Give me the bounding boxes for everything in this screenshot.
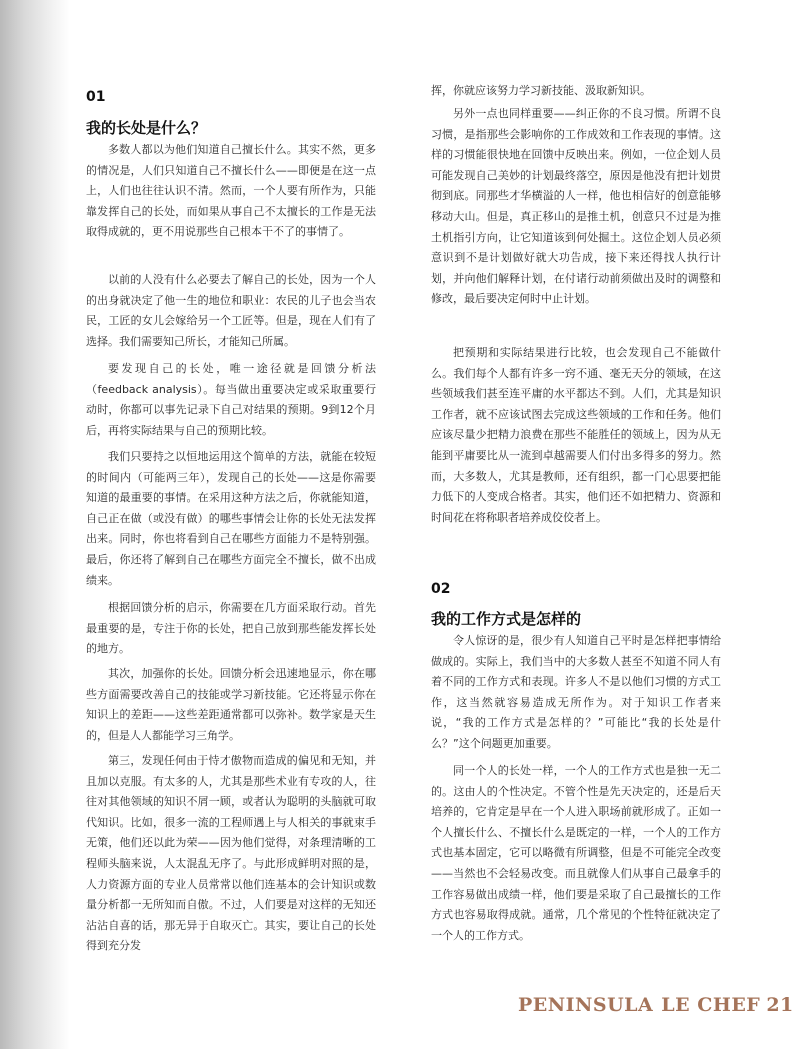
section-2-title: 我的工作方式是怎样的 [431,610,582,628]
section-1-paragraph: 多数人都以为他们知道自己擅长什么。其实不然，更多的情况是，人们只知道自己不擅长什么——即便是在这一点上，人们也往往认识不清。然而，一个人要有所作为，只能靠发挥自己的长处，而如果从事自己不太擅长的工作是无法取得成就的，更不用说那些自己根本干不了的事情了。 [86,143,376,239]
section-1-paragraph: 根据回馈分析的启示，你需要在几方面采取行动。首先最重要的是，专注于你的长处，把自己放到那些能发挥长处的地方。 [86,601,376,656]
section-2-paragraph: 令人惊讶的是，很少有人知道自己平时是怎样把事情给做成的。实际上，我们当中的大多数人甚至不知道不同人有着不同的工作方式和表现。许多人不是以他们习惯的方式工作，这当然就容易造成无所作为。对于知识工作者来说，“我的工作方式是怎样的？”可能比“我的长处是什么？”这个问题更加重要。 [431,634,721,750]
section-2-paragraph: 同一个人的长处一样，一个人的工作方式也是独一无二的。这由人的个性决定。不管个性是先天决定的，还是后天培养的，它肯定是早在一个人进入职场前就形成了。正如一个人擅长什么、不擅长什么是既定的一样，一个人的工作方式也基本固定，它可以略微有所调整，但是不可能完全改变——当然也不会轻易改变。而且就像人们从事自己最拿手的工作容易做出成绩一样，他们要是采取了自己最擅长的工作方式也容易取得成就。通常，几个常见的个性特征就决定了一个人的工作方式。 [431,764,721,942]
page-spine-shadow [0,0,70,1049]
section-1-number: 01 [86,89,106,105]
section-1-paragraph: 把预期和实际结果进行比较，也会发现自己不能做什么。我们每个人都有许多一窍不通、毫无天分的领域，在这些领域我们甚至连平庸的水平都达不到。人们，尤其是知识工作者，就不应该试图去完成这些领域的工作和任务。他们应该尽量少把精力浪费在那些不能胜任的领域上，因为从无能到平庸要比从一流到卓越需要人们付出多得多的努力。然而，大多数人，尤其是教师，还有组织，都一门心思要把能力低下的人变成合格者。其实，他们还不如把精力、资源和时间花在将称职者培养成佼佼者上。 [431,346,721,524]
page-number: 21 [766,994,794,1016]
footer-magazine-name: LE CHEF [661,994,761,1016]
section-1-paragraph: 要发现自己的长处，唯一途径就是回馈分析法（feedback analysis）。每当做出重要决定或采取重要行动时，你都可以事先记录下自己对结果的预期。9到12个月后，再将实际结果与自己的预期比较。 [86,362,376,437]
section-1-title: 我的长处是什么？ [86,119,207,137]
page-footer [518,993,794,1017]
section-2-number: 02 [431,581,451,597]
section-1-paragraph: 其次，加强你的长处。回馈分析会迅速地显示，你在哪些方面需要改善自己的技能或学习新技能。它还将显示你在知识上的差距——这些差距通常都可以弥补。数学家是天生的，但是人人都能学习三角学。 [86,667,376,742]
section-1-paragraph: 第三，发现任何由于恃才傲物而造成的偏见和无知，并且加以克服。有太多的人，尤其是那些术业有专攻的人，往往对其他领域的知识不屑一顾，或者认为聪明的头脑就可取代知识。比如，很多一流的工程师遇上与人相关的事就束手无策，他们还以此为荣——因为他们觉得，对条理清晰的工程师头脑来说，人太混乱无序了。与此形成鲜明对照的是，人力资源方面的专业人员常常以他们连基本的会计知识或数量分析都一无所知而自傲。不过，人们要是对这样的无知还沾沾自喜的话，那无异于自取灭亡。其实，要让自己的长处得到充分发 [86,754,376,953]
section-1-paragraph: 我们只要持之以恒地运用这个简单的方法，就能在较短的时间内（可能两三年），发现自己的长处——这是你需要知道的最重要的事情。在采用这种方法之后，你就能知道，自己正在做（或没有做）的哪些事情会让你的长处无法发挥出来。同时，你也将看到自己在哪些方面能力不是特别强。最后，你还将了解到自己在哪些方面完全不擅长，做不出成绩来。 [86,450,376,587]
section-1-paragraph-continued: 挥，你就应该努力学习新技能、汲取新知识。 [431,84,651,97]
section-1-paragraph: 以前的人没有什么必要去了解自己的长处，因为一个人的出身就决定了他一生的地位和职业：农民的儿子也会当农民，工匠的女儿会嫁给另一个工匠等。但是，现在人们有了选择。我们需要知己所长，才能知己所属。 [86,273,376,348]
footer-brand: PENINSULA [518,994,654,1016]
section-1-paragraph: 另外一点也同样重要——纠正你的不良习惯。所谓不良习惯，是指那些会影响你的工作成效和工作表现的事情。这样的习惯能很快地在回馈中反映出来。例如，一位企划人员可能发现自己美妙的计划最终落空，原因是他没有把计划贯彻到底。同那些才华横溢的人一样，他也相信好的创意能够移动大山。但是，真正移山的是推土机，创意只不过是为推土机指引方向，让它知道该到何处掘土。这位企划人员必须意识到不是计划做好就大功告成，接下来还得找人执行计划，并向他们解释计划，在付诸行动前须做出及时的调整和修改，最后要决定何时中止计划。 [431,107,721,306]
